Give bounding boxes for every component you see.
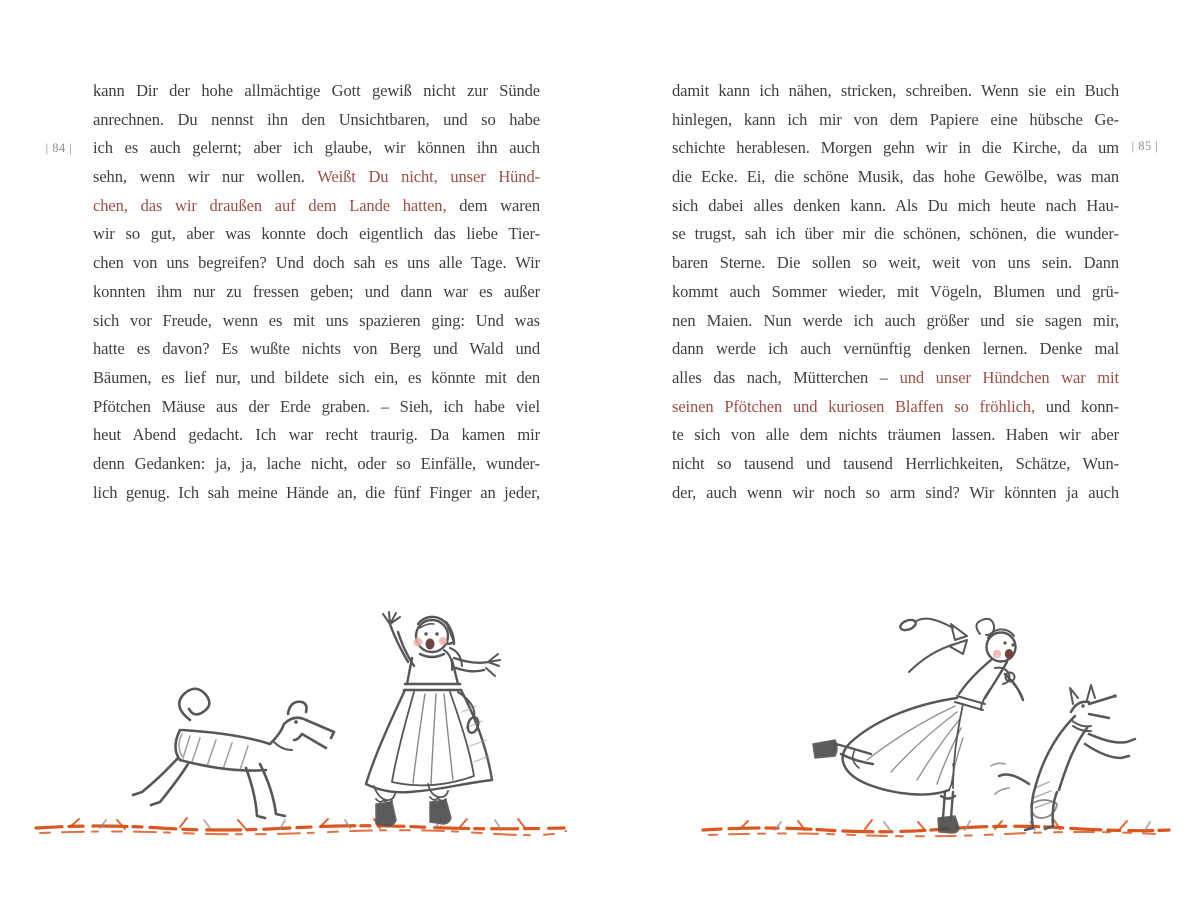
text-line — [93, 450, 540, 479]
text-line — [672, 307, 1119, 336]
girl-cheek — [439, 637, 447, 645]
text-line — [93, 106, 540, 135]
text-line — [672, 220, 1119, 249]
ground-line — [703, 820, 1169, 836]
girl-eye — [1003, 641, 1006, 644]
text-segment: sich vor Freude, wenn es mit uns spazieren ging: Und was — [93, 310, 540, 330]
text-line — [93, 134, 540, 163]
dog-snout — [294, 720, 334, 748]
text-line — [93, 393, 540, 422]
text-line — [672, 163, 1119, 192]
girl-hair-bun — [976, 619, 994, 635]
girl-eye — [424, 632, 427, 635]
dog-collar — [274, 742, 292, 750]
text-segment: wir so gut, aber was konnte doch eigentlich das liebe Tier- — [93, 224, 540, 244]
girl-extended-hand — [486, 654, 500, 676]
text-segment: damit kann ich nähen, stricken, schreiben. Wenn sie ein Buch — [672, 81, 1119, 100]
page-number-right: | 85 | — [1131, 139, 1159, 153]
text-line — [93, 479, 540, 508]
illustration-right — [695, 592, 1175, 850]
text-segment: baren Sterne. Die sollen so weit, weit von uns sein. Dann — [672, 253, 1119, 273]
dog-eye — [294, 720, 298, 724]
girl-pantalettes — [374, 784, 448, 803]
text-line — [672, 450, 1119, 479]
girl-skirt-hatching — [462, 706, 489, 762]
girl-skirt-folds — [867, 706, 963, 786]
girl-raised-arm — [390, 624, 414, 666]
text-segment: die Ecke. Ei, die schöne Musik, das hohe Gewölbe, was man — [672, 167, 1119, 187]
text-segment: ich es auch gelernt; aber ich glaube, wir können ihn auch — [93, 138, 540, 158]
girl-ribbon-strand — [909, 644, 955, 672]
girl-running-figure — [813, 618, 1023, 833]
dog-jumping-figure — [991, 685, 1135, 830]
text-line — [672, 364, 1119, 393]
text-line — [93, 335, 540, 364]
girl-ribbon-tip — [899, 618, 917, 632]
dog-hind-legs — [133, 758, 188, 805]
text-segment: kommt auch Sommer wieder, mit Vögeln, Blumen und grü- — [672, 281, 1119, 301]
text-line — [672, 393, 1119, 422]
girl-forearm — [981, 688, 991, 710]
text-segment: sich dabei alles denken kann. Als Du mich heute nach Hau- — [672, 195, 1119, 215]
dog-back — [182, 730, 270, 744]
text-line — [672, 479, 1119, 508]
text-line — [672, 335, 1119, 364]
girl-torso — [959, 660, 1007, 698]
text-segment: und konn- — [1045, 396, 1119, 416]
page-text-right — [672, 77, 1119, 507]
dog-collar — [1071, 720, 1091, 731]
text-segment: schichte herablesen. Morgen gehn wir in die Kirche, da um — [672, 138, 1119, 158]
dog-leaping-figure — [133, 689, 334, 818]
text-segment: sehn, wenn wir nur wollen. — [93, 167, 318, 187]
text-line — [93, 77, 540, 106]
text-line — [672, 192, 1119, 221]
girl-front-boot — [938, 816, 959, 833]
girl-ribbon-flying — [915, 619, 953, 628]
text-line — [672, 421, 1119, 450]
text-segment: lich genug. Ich sah meine Hände an, die fünf Finger an jeder, — [93, 482, 540, 502]
text-segment: konnten ihm nur zu fressen geben; und dann war es außer — [93, 281, 540, 301]
text-segment: anrechnen. Du nennst ihn den Unsichtbaren, und so habe — [93, 109, 540, 129]
text-segment: nen Maien. Nun werde ich auch größer und sie sagen mir, — [672, 310, 1119, 330]
girl-front-leg — [941, 792, 955, 818]
text-line — [672, 77, 1119, 106]
highlighted-text-segment: seinen Pfötchen und kuriosen Blaffen so fröhlich, — [672, 396, 1046, 416]
girl-boot — [430, 800, 451, 824]
girl-waving-figure — [366, 612, 500, 826]
dog-tail — [179, 689, 209, 720]
text-line — [672, 249, 1119, 278]
text-segment: Bäumen, es lief nur, und bildete sich ein, es könnte mit den — [93, 367, 540, 387]
girl-skirt-folds — [413, 694, 453, 784]
text-segment: te sich von alle dem nichts träumen lassen. Haben wir aber — [672, 425, 1119, 445]
text-segment: se trugst, sah ich über mir die schönen, schönen, die wunder- — [672, 224, 1119, 244]
text-segment: kann Dir der hohe allmächtige Gott gewiß nicht zur Sünde — [93, 81, 540, 100]
text-line — [93, 220, 540, 249]
dog-body — [1035, 716, 1087, 790]
dog-ear — [288, 702, 307, 714]
text-segment: Pfötchen Mäuse aus der Erde graben. – Sieh, ich habe viel — [93, 396, 540, 416]
girl-mouth — [1005, 649, 1013, 659]
dog-eye — [1081, 704, 1084, 707]
dog-neck — [270, 724, 284, 744]
highlighted-text-segment: chen, das wir draußen auf dem Lande hatten, — [93, 195, 460, 215]
text-line — [93, 278, 540, 307]
page-text-left — [93, 77, 540, 507]
ground-line — [36, 818, 566, 835]
dog-front-legs — [1085, 734, 1135, 758]
highlighted-text-segment: und unser Hündchen war mit — [899, 367, 1119, 387]
illustration-left — [30, 592, 570, 850]
text-line — [672, 106, 1119, 135]
girl-extended-arm — [454, 658, 488, 671]
text-line — [93, 421, 540, 450]
girl-eye — [1011, 643, 1014, 646]
girl-mouth — [426, 639, 435, 650]
text-line — [93, 307, 540, 336]
dog-tail-motion — [991, 763, 1009, 794]
text-segment: hatte es davon? Es wußte nichts von Berg und Wald und — [93, 339, 540, 359]
girl-waistband — [404, 684, 461, 690]
text-segment: dem waren — [459, 195, 540, 215]
highlighted-text-segment: Weißt Du nicht, unser Hünd- — [317, 167, 540, 187]
girl-raised-hand — [383, 612, 400, 624]
text-segment: nicht so tausend und tausend Herrlichkeiten, Schätze, Wun- — [672, 453, 1119, 473]
text-segment: alles das nach, Mütterchen – — [672, 367, 900, 387]
text-line — [93, 249, 540, 278]
page-number-left: | 84 | — [45, 141, 73, 155]
text-line — [93, 192, 540, 221]
girl-back-boot — [813, 740, 837, 758]
girl-cheek — [414, 638, 423, 647]
text-line — [672, 134, 1119, 163]
text-segment: der, auch wenn wir noch so arm sind? Wir könnten ja auch — [672, 482, 1119, 502]
dog-front-legs — [246, 764, 285, 818]
text-segment: chen von uns begreifen? Und doch sah es uns alle Tage. Wir — [93, 253, 540, 273]
girl-boot — [376, 802, 396, 826]
text-line — [93, 364, 540, 393]
text-line — [672, 278, 1119, 307]
girl-cheek — [993, 650, 1001, 658]
text-line — [93, 163, 540, 192]
text-segment: dann werde ich auch vernünftig denken lernen. Denke mal — [672, 339, 1119, 359]
girl-hair-bow — [949, 624, 967, 654]
text-segment: denn Gedanken: ja, ja, lache nicht, oder so Einfälle, wunder- — [93, 453, 540, 473]
girl-eye — [435, 632, 438, 635]
dog-nose — [1113, 694, 1117, 698]
text-segment: hinlegen, kann ich mir von dem Papiere eine hübsche Ge- — [672, 109, 1119, 129]
dog-snout — [1089, 696, 1115, 718]
girl-apron-edge — [953, 704, 963, 788]
dog-tail — [999, 774, 1029, 784]
text-segment: heut Abend gedacht. Ich war recht traurig. Da kamen mir — [93, 425, 540, 445]
dog-body-hatching — [179, 734, 248, 770]
